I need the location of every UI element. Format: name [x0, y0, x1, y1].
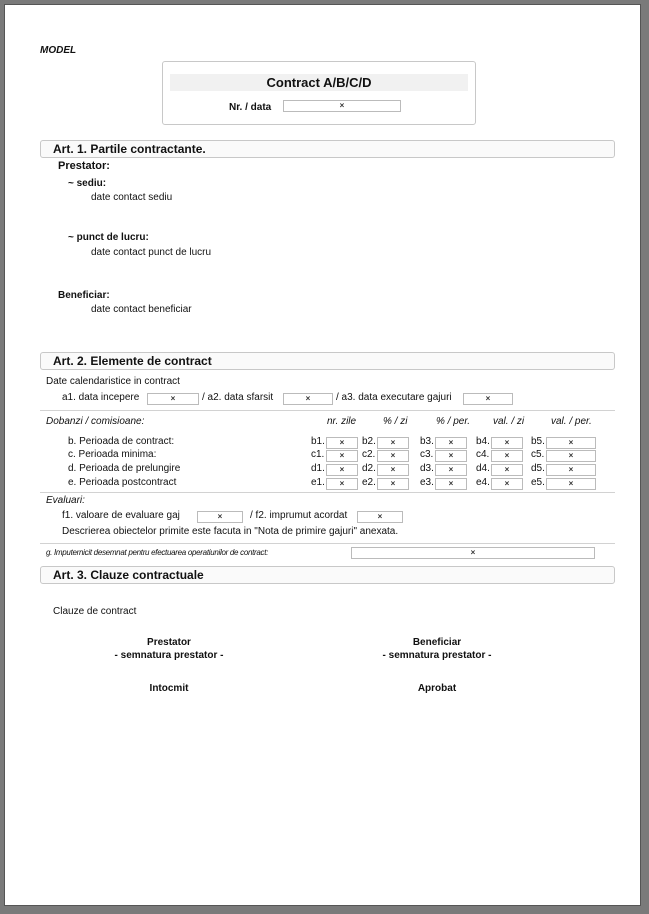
dobanzi-cell-code: e5.	[531, 477, 545, 488]
f2-field[interactable]: ×	[357, 511, 403, 523]
dates-label: Date calendaristice in contract	[46, 376, 180, 387]
dobanzi-cell-field[interactable]: ×	[491, 450, 523, 462]
clauze-text: Clauze de contract	[53, 606, 137, 617]
divider	[40, 492, 615, 493]
dobanzi-column-header: % / per.	[436, 416, 471, 427]
dobanzi-cell-code: b4.	[476, 436, 490, 447]
dobanzi-row-label: e. Perioada postcontract	[68, 477, 177, 488]
dobanzi-column-header: val. / per.	[551, 416, 592, 427]
dobanzi-cell-code: e3.	[420, 477, 434, 488]
prestator-signature-line: - semnatura prestator -	[114, 650, 224, 661]
dobanzi-cell-field[interactable]: ×	[491, 437, 523, 449]
contract-title: Contract A/B/C/D	[170, 74, 468, 91]
dobanzi-row-label: b. Perioada de contract:	[68, 436, 175, 447]
punct-lucru-value: date contact punct de lucru	[91, 247, 212, 258]
dobanzi-cell-code: c5.	[531, 449, 545, 460]
dobanzi-cell-field[interactable]: ×	[435, 437, 467, 449]
contract-header-box	[162, 61, 476, 125]
f1-label: f1. valoare de evaluare gaj	[62, 510, 180, 521]
dobanzi-cell-field[interactable]: ×	[377, 450, 409, 462]
dobanzi-column-header: % / zi	[383, 416, 408, 427]
g-label: g. Imputernicit desemnat pentru efectuarea operatiunilor de contract:	[46, 548, 269, 557]
a3-label: / a3. data executare gajuri	[336, 392, 452, 403]
dobanzi-cell-code: c4.	[476, 449, 490, 460]
descriere-text: Descrierea obiectelor primite este facuta in "Nota de primire gajuri" anexata.	[62, 526, 399, 537]
dobanzi-cell-field[interactable]: ×	[377, 478, 409, 490]
f2-label: / f2. imprumut acordat	[250, 510, 348, 521]
art1-title: Art. 1. Partile contractante.	[53, 142, 206, 156]
dobanzi-cell-field[interactable]: ×	[326, 464, 358, 476]
dobanzi-cell-field[interactable]: ×	[326, 478, 358, 490]
dobanzi-cell-field[interactable]: ×	[491, 478, 523, 490]
model-label: MODEL	[40, 45, 77, 56]
dobanzi-cell-code: d1.	[311, 463, 325, 474]
art3-title: Art. 3. Clauze contractuale	[53, 568, 204, 582]
dobanzi-cell-field[interactable]: ×	[326, 450, 358, 462]
dobanzi-cell-code: b2.	[362, 436, 376, 447]
art3-header	[40, 566, 615, 584]
a1-label: a1. data incepere	[62, 392, 140, 403]
art1-header	[40, 140, 615, 158]
a1-field[interactable]: ×	[147, 393, 199, 405]
beneficiar-value: date contact beneficiar	[91, 304, 192, 315]
dobanzi-column-header: nr. zile	[327, 416, 357, 427]
dobanzi-row-label: d. Perioada de prelungire	[68, 463, 181, 474]
dobanzi-cell-field[interactable]: ×	[546, 437, 596, 449]
art2-header	[40, 352, 615, 370]
dobanzi-cell-code: b5.	[531, 436, 545, 447]
dobanzi-row-label: c. Perioada minima:	[68, 449, 157, 460]
dobanzi-cell-code: c3.	[420, 449, 434, 460]
dobanzi-cell-code: e4.	[476, 477, 490, 488]
prestator-signature-title: Prestator	[147, 637, 191, 648]
dobanzi-label: Dobanzi / comisioane:	[46, 416, 145, 427]
dobanzi-cell-field[interactable]: ×	[546, 464, 596, 476]
dobanzi-cell-field[interactable]: ×	[435, 478, 467, 490]
f1-field[interactable]: ×	[197, 511, 243, 523]
evaluari-label: Evaluari:	[46, 495, 85, 506]
dobanzi-cell-code: c1.	[311, 449, 325, 460]
dobanzi-cell-field[interactable]: ×	[435, 464, 467, 476]
punct-lucru-label: ~ punct de lucru:	[68, 232, 149, 243]
dobanzi-cell-field[interactable]: ×	[326, 437, 358, 449]
intocmit-label: Intocmit	[149, 683, 189, 694]
a2-field[interactable]: ×	[283, 393, 333, 405]
a2-label: / a2. data sfarsit	[202, 392, 274, 403]
dobanzi-cell-code: d2.	[362, 463, 376, 474]
dobanzi-cell-code: d3.	[420, 463, 434, 474]
dobanzi-cell-field[interactable]: ×	[377, 437, 409, 449]
dobanzi-cell-code: e1.	[311, 477, 325, 488]
beneficiar-signature-title: Beneficiar	[412, 637, 462, 648]
divider	[40, 410, 615, 411]
dobanzi-cell-code: b3.	[420, 436, 434, 447]
a3-field[interactable]: ×	[463, 393, 513, 405]
dobanzi-cell-field[interactable]: ×	[546, 450, 596, 462]
g-field[interactable]: ×	[351, 547, 595, 559]
dobanzi-column-header: val. / zi	[493, 416, 525, 427]
aprobat-label: Aprobat	[417, 683, 457, 694]
dobanzi-cell-code: d4.	[476, 463, 490, 474]
nr-data-field[interactable]: ×	[283, 100, 401, 112]
dobanzi-cell-field[interactable]: ×	[546, 478, 596, 490]
dobanzi-cell-code: d5.	[531, 463, 545, 474]
divider	[40, 543, 615, 544]
sediu-value: date contact sediu	[91, 192, 173, 203]
nr-data-label: Nr. / data	[229, 102, 272, 113]
art2-title: Art. 2. Elemente de contract	[53, 354, 212, 368]
document-page	[4, 4, 641, 906]
dobanzi-cell-field[interactable]: ×	[377, 464, 409, 476]
prestator-label: Prestator:	[58, 160, 110, 172]
dobanzi-cell-field[interactable]: ×	[435, 450, 467, 462]
beneficiar-label: Beneficiar:	[58, 290, 110, 301]
sediu-label: ~ sediu:	[68, 178, 107, 189]
beneficiar-signature-line: - semnatura prestator -	[382, 650, 492, 661]
dobanzi-cell-code: c2.	[362, 449, 376, 460]
dobanzi-cell-code: b1.	[311, 436, 325, 447]
dobanzi-cell-code: e2.	[362, 477, 376, 488]
dobanzi-cell-field[interactable]: ×	[491, 464, 523, 476]
